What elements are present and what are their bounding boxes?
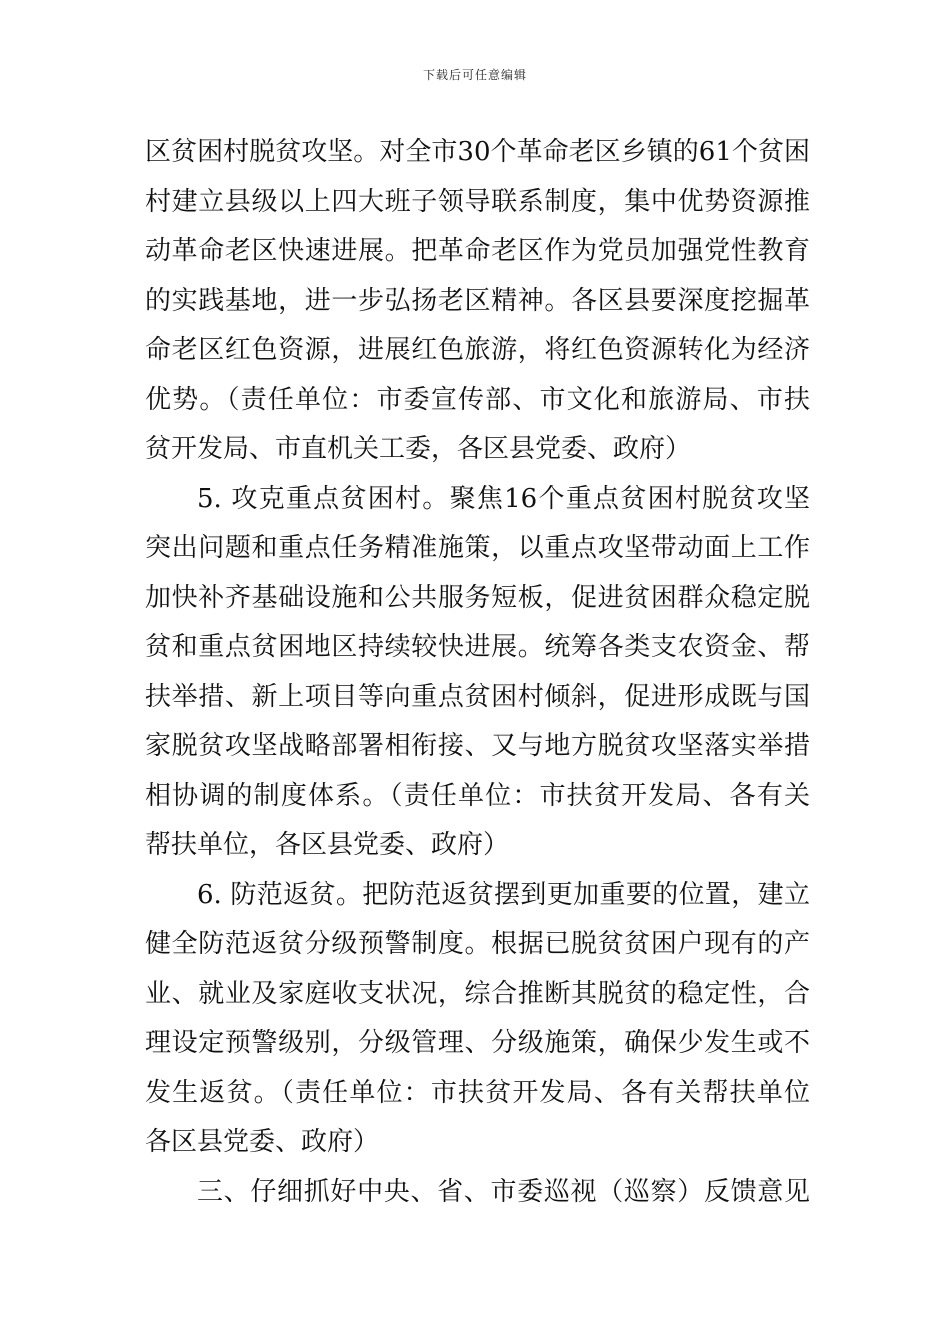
text-line: 家脱贫攻坚战略部署相衔接、又与地方脱贫攻坚落实举措 [145,731,810,761]
text-line: 业、就业及家庭收支状况，综合推断其脱贫的稳定性，合 [145,978,810,1009]
text-line: 加快补齐基础设施和公共服务短板，促进贫困群众稳定脱 [145,582,810,613]
text-line: 贫和重点贫困地区持续较快进展。统筹各类支农资金、帮 [145,632,810,662]
text-line: 6. 防范返贫。把防范返贫摆到更加重要的位置，建立 [197,879,810,910]
text-line: 5. 攻克重点贫困村。聚焦16个重点贫困村脱贫攻坚 [197,483,810,514]
text-line: 突出问题和重点任务精准施策，以重点攻坚带动面上工作 [145,533,810,563]
text-line: 的实践基地，进一步弘扬老区精神。各区县要深度挖掘革 [145,285,810,316]
text-line: 相协调的制度体系。（责任单位：市扶贫开发局、各有关 [145,780,810,811]
text-line: 动革命老区快速进展。把革命老区作为党员加强党性教育 [145,236,810,266]
text-line: 健全防范返贫分级预警制度。根据已脱贫贫困户现有的产 [145,929,810,959]
document-body [145,128,810,1217]
text-line: 村建立县级以上四大班子领导联系制度，集中优势资源推 [145,186,810,217]
text-line: 各区县党委、政府） [145,1127,380,1157]
text-line: 优势。（责任单位：市委宣传部、市文化和旅游局、市扶 [145,384,810,415]
text-line: 帮扶单位，各区县党委、政府） [145,830,510,860]
text-line: 扶举措、新上项目等向重点贫困村倾斜，促进形成既与国 [145,681,810,712]
section-heading: 三、仔细抓好中央、省、市委巡视（巡察）反馈意见 [197,1176,810,1207]
text-line: 贫开发局、市直机关工委，各区县党委、政府） [145,434,692,464]
text-line: 命老区红色资源，进展红色旅游，将红色资源转化为经济 [145,335,810,365]
text-line: 理设定预警级别，分级管理、分级施策，确保少发生或不 [145,1028,810,1058]
text-line: 区贫困村脱贫攻坚。对全市30个革命老区乡镇的61个贫困 [145,137,810,167]
text-line: 发生返贫。（责任单位：市扶贫开发局、各有关帮扶单位 [145,1077,810,1108]
page-header-note: 下载后可任意编辑 [422,68,527,82]
